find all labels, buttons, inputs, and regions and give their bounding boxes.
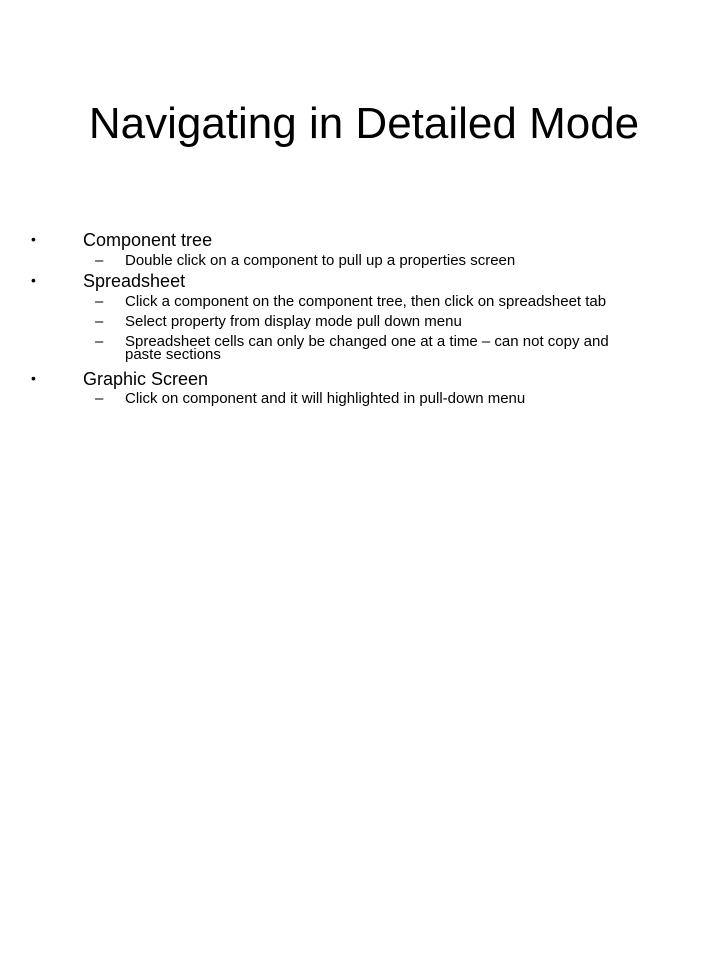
dash-icon: –: [95, 293, 104, 310]
bullet-icon: •: [31, 272, 36, 288]
bullet-icon: •: [31, 231, 36, 247]
bullet-icon: •: [31, 370, 36, 386]
sub-bullet-text: Click on component and it will highlighted in pull-down menu: [125, 390, 526, 407]
sub-bullet-text: paste sections: [125, 346, 221, 363]
bullet-label: Component tree: [83, 230, 213, 250]
sub-bullet-text: Spreadsheet cells can only be changed one at a time – can not copy and: [125, 333, 609, 350]
dash-icon: –: [95, 313, 104, 330]
sub-bullet-text: Double click on a component to pull up a properties screen: [125, 252, 516, 269]
dash-icon: –: [95, 333, 104, 350]
bullet-label: Spreadsheet: [83, 271, 186, 291]
sub-bullet-text: Click a component on the component tree, then click on spreadsheet tab: [125, 293, 607, 310]
sub-bullet-text: Select property from display mode pull down menu: [125, 313, 462, 330]
dash-icon: –: [95, 390, 104, 407]
bullet-label: Graphic Screen: [83, 369, 209, 389]
dash-icon: –: [95, 252, 104, 269]
slide-title: Navigating in Detailed Mode: [88, 99, 640, 148]
